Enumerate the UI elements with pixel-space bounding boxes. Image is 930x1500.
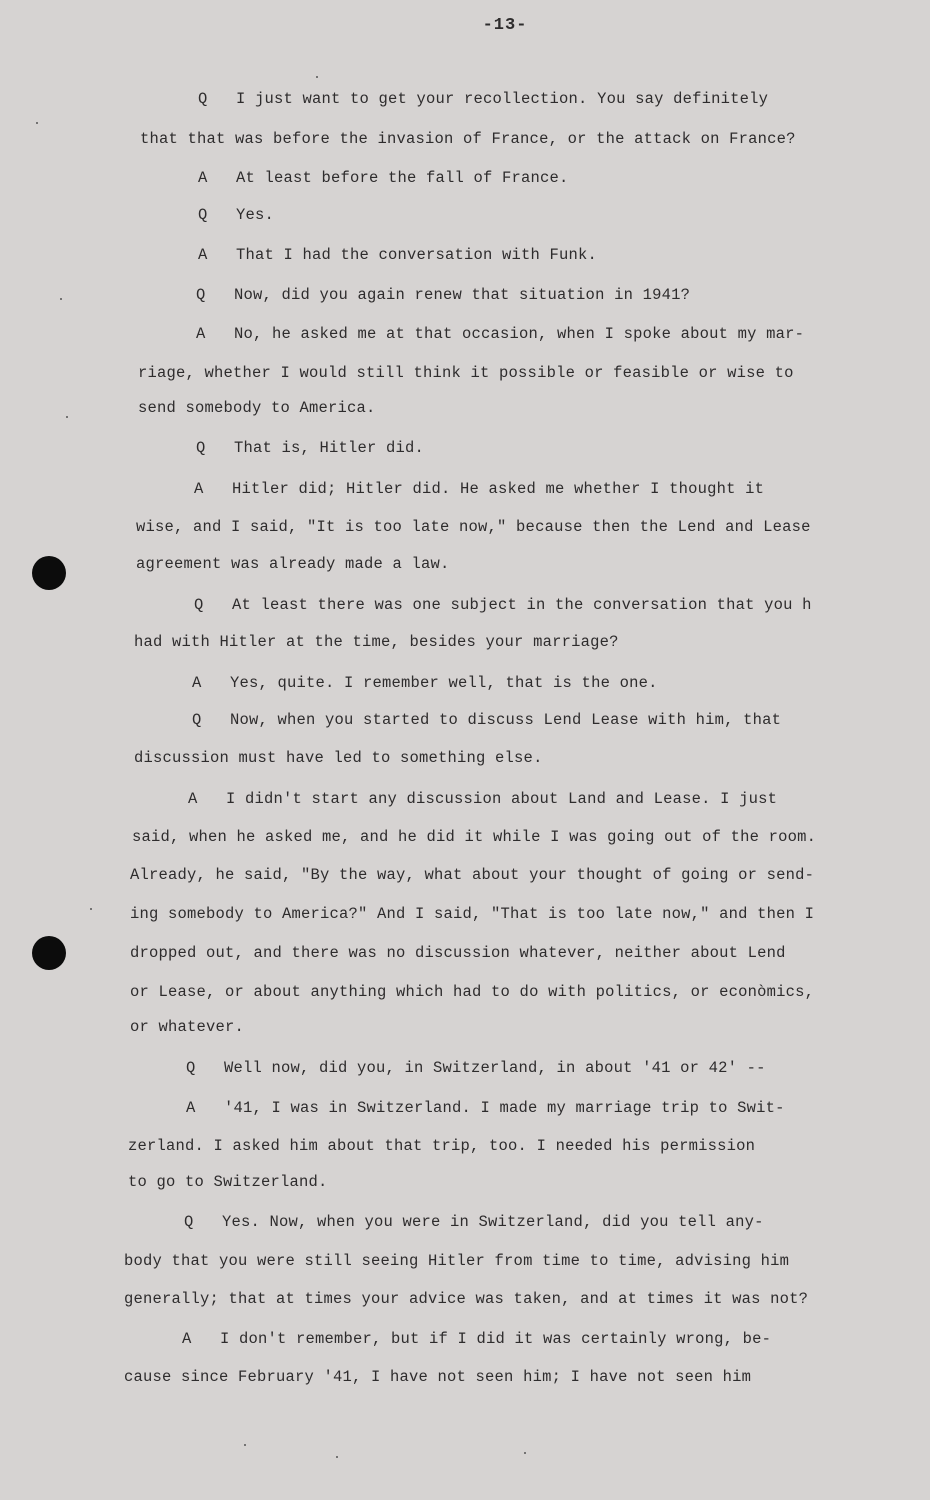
text-line: wise, and I said, "It is too late now," because then the Lend and Lease: [136, 518, 811, 536]
text-line: A I don't remember, but if I did it was certainly wrong, be-: [182, 1330, 772, 1348]
speck: [244, 1444, 246, 1446]
punch-hole-top: [32, 556, 66, 590]
text-line: A No, he asked me at that occasion, when I spoke about my mar-: [196, 325, 805, 343]
text-line: A Hitler did; Hitler did. He asked me whether I thought it: [194, 480, 765, 498]
text-line: or Lease, or about anything which had to do with politics, or econòmics,: [130, 983, 815, 1001]
text-line: to go to Switzerland.: [128, 1173, 328, 1191]
text-line: A '41, I was in Switzerland. I made my marriage trip to Swit-: [186, 1099, 785, 1117]
text-line: body that you were still seeing Hitler from time to time, advising him: [124, 1252, 790, 1270]
text-line: riage, whether I would still think it possible or feasible or wise to: [138, 364, 794, 382]
speck: [36, 122, 38, 124]
text-line: agreement was already made a law.: [136, 555, 450, 573]
text-line: said, when he asked me, and he did it while I was going out of the room.: [132, 828, 817, 846]
text-line: Q Yes.: [198, 206, 275, 224]
text-line: Already, he said, "By the way, what about your thought of going or send-: [130, 866, 815, 884]
text-line: Q That is, Hitler did.: [196, 439, 425, 457]
text-line: had with Hitler at the time, besides your marriage?: [134, 633, 619, 651]
text-line: send somebody to America.: [138, 399, 376, 417]
text-line: Q At least there was one subject in the conversation that you h: [194, 596, 812, 614]
text-line: A At least before the fall of France.: [198, 169, 569, 187]
text-line: Q Now, did you again renew that situation in 1941?: [196, 286, 691, 304]
speck: [60, 298, 62, 300]
text-line: zerland. I asked him about that trip, too. I needed his permission: [128, 1137, 756, 1155]
text-line: discussion must have led to something else.: [134, 749, 543, 767]
text-line: or whatever.: [130, 1018, 245, 1036]
speck: [316, 76, 318, 78]
text-line: generally; that at times your advice was taken, and at times it was not?: [124, 1290, 809, 1308]
speck: [336, 1456, 338, 1458]
text-line: ing somebody to America?" And I said, "That is too late now," and then I: [130, 905, 815, 923]
punch-hole-bottom: [32, 936, 66, 970]
text-line: dropped out, and there was no discussion whatever, neither about Lend: [130, 944, 786, 962]
text-line: A Yes, quite. I remember well, that is the one.: [192, 674, 658, 692]
text-line: Q Yes. Now, when you were in Switzerland, did you tell any-: [184, 1213, 764, 1231]
text-line: Q Well now, did you, in Switzerland, in about '41 or 42' --: [186, 1059, 766, 1077]
speck: [90, 908, 92, 910]
speck: [524, 1452, 526, 1454]
text-line: A That I had the conversation with Funk.: [198, 246, 598, 264]
speck: [66, 416, 68, 418]
text-line: Q I just want to get your recollection. You say definitely: [198, 90, 769, 108]
text-line: that that was before the invasion of France, or the attack on France?: [140, 130, 796, 148]
text-line: cause since February '41, I have not seen him; I have not seen him: [124, 1368, 752, 1386]
text-line: A I didn't start any discussion about Land and Lease. I just: [188, 790, 778, 808]
text-line: Q Now, when you started to discuss Lend Lease with him, that: [192, 711, 782, 729]
page-number: -13-: [482, 16, 528, 35]
